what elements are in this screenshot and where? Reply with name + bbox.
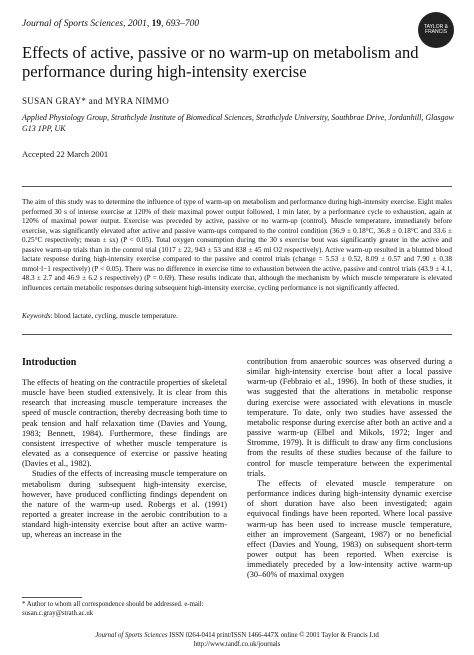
right-column [247, 357, 452, 580]
paragraph: The effects of heating on the contractile properties of skeletal muscle have been studied extensively. It is clear from this research that increasing muscle temperature increases the speed of muscle contraction, thereby decreasing both time to peak tension and half relaxation time (Davies and Young, 1983; Bennett, 1984). Furthermore, these findings are consistent irrespective of whether muscle temperature is elevated as a consequence of exercise or passive heating (Davies et al., 1982). [22, 378, 227, 469]
keywords [22, 312, 452, 320]
footer-issn: ISSN 0264-0414 print/ISSN 1466-447X online © 2001 Taylor & Francis Ltd [169, 632, 379, 639]
footnote-rule [22, 597, 82, 598]
section-heading-introduction: Introduction [22, 357, 77, 368]
journal-volume: 19 [151, 19, 162, 29]
correspondence-footnote: * Author to whom all correspondence should be addressed. e-mail: susan.c.gray@strath.ac.uk [22, 601, 204, 617]
article-affiliation: Applied Physiology Group, Strathclyde Institute of Biomedical Sciences, Strathclyde University, Southbrae Drive, Jordanhill, Glasgow G13 1PP, UK [22, 113, 454, 133]
footer-url[interactable]: http://www.tandf.co.uk/journals [193, 641, 281, 648]
abstract-text: The aim of this study was to determine the influence of type of warm-up on metabolism and performance during high-intensity exercise. Eight males performed 30 s of intense exercise at 120% of their maximal power output followed, 1 min later, by a performance cycle to exhaustion, again at 120% of maximal power output. Exercise was preceded by active, passive or no warm-up (control). Muscle temperature, immediately before exercise, was significantly elevated after active and passive warm-ups compared to the control condition (36.9 ± 0.18°C, 36.8 ± 0.18°C and 33.6 ± 0.25°C respectively; mean ± sx) (P < 0.05). Total oxygen consumption during the 30 s exercise bout was significantly greater in the active and passive warm-up trials than in the control trial (1017 ± 22, 943 ± 53 and 838 ± 45 ml O2 respectively). Active warm-up resulted in a blunted blood lactate response during high-intensity exercise compared to the passive and control trials (change = 5.53 ± 0.52, 8.09 ± 0.57 and 7.90 ± 0.38 mmol·l−1 respectively) (P < 0.05). There was no difference in exercise time to exhaustion between the active, passive and control trials (43.9 ± 4.1, 48.3 ± 2.7 and 46.9 ± 6.2 s respectively) (P = 0.69). These results indicate that, although the mechanism by which muscle temperature is elevated influences certain metabolic responses during subsequent high-intensity exercise, cycling performance is not significantly affected. [22, 198, 452, 292]
journal-name: Journal of Sports Sciences [22, 19, 124, 29]
paragraph: contribution from anaerobic sources was observed during a similar high-intensity exercise bout after a local passive warm-up (Febbraio et al., 1996). In both of these studies, it was suggested that the alterations in metabolic response during exercise were associated with elevations in muscle temperature. To date, only two studies have assessed the metabolic response during exercise after both an active and a passive warm-up (Elbel and Mikols, 1972; Inger and Stromme, 1979). It is difficult to draw any firm conclusions from the results of these studies because of the failure to control for muscle temperature between the experimental trials. [247, 357, 452, 478]
paragraph: The effects of elevated muscle temperature on performance indices during high-intensity dynamic exercise of short duration have also been investigated; again equivocal findings have been reported. Where local passive warm-up has been used to increase muscle temperature, either an improvement (Sargeant, 1987) or no beneficial effect (Davies and Young, 1983) on subsequent short-term power output has been reported. When exercise is immediately preceded by a low-intensity active warm-up (30–60% of maximal oxygen [247, 478, 452, 580]
logo-text: TAYLOR & FRANCIS [424, 23, 448, 35]
accepted-date: Accepted 22 March 2001 [22, 149, 109, 159]
abstract-bottom-rule [22, 334, 452, 335]
abstract-top-rule [22, 186, 452, 187]
footer-journal: Journal of Sports Sciences [95, 632, 168, 639]
journal-year: , 2001, [123, 19, 152, 29]
paragraph: Studies of the effects of increasing muscle temperature on metabolism during subsequent high-intensity exercise, however, have produced conflicting findings dependent on the nature of the warm-up used. Robergs et al. (1991) reported a greater increase in the aerobic contribution to a standard high-intensity exercise bout after an active warm-up, whereas an increase in the [22, 469, 227, 540]
article-title: Effects of active, passive or no warm-up on metabolism and performance during high-intensity exercise [22, 43, 419, 81]
keywords-label: Keywords [22, 312, 51, 320]
keywords-list: : blood lactate, cycling, muscle temperature. [50, 312, 178, 320]
article-authors: SUSAN GRAY* and MYRA NIMMO [22, 96, 169, 106]
journal-citation [22, 19, 199, 29]
journal-pages: , 693–700 [161, 19, 200, 29]
footer-line-1 [0, 632, 474, 641]
left-column [22, 378, 227, 541]
